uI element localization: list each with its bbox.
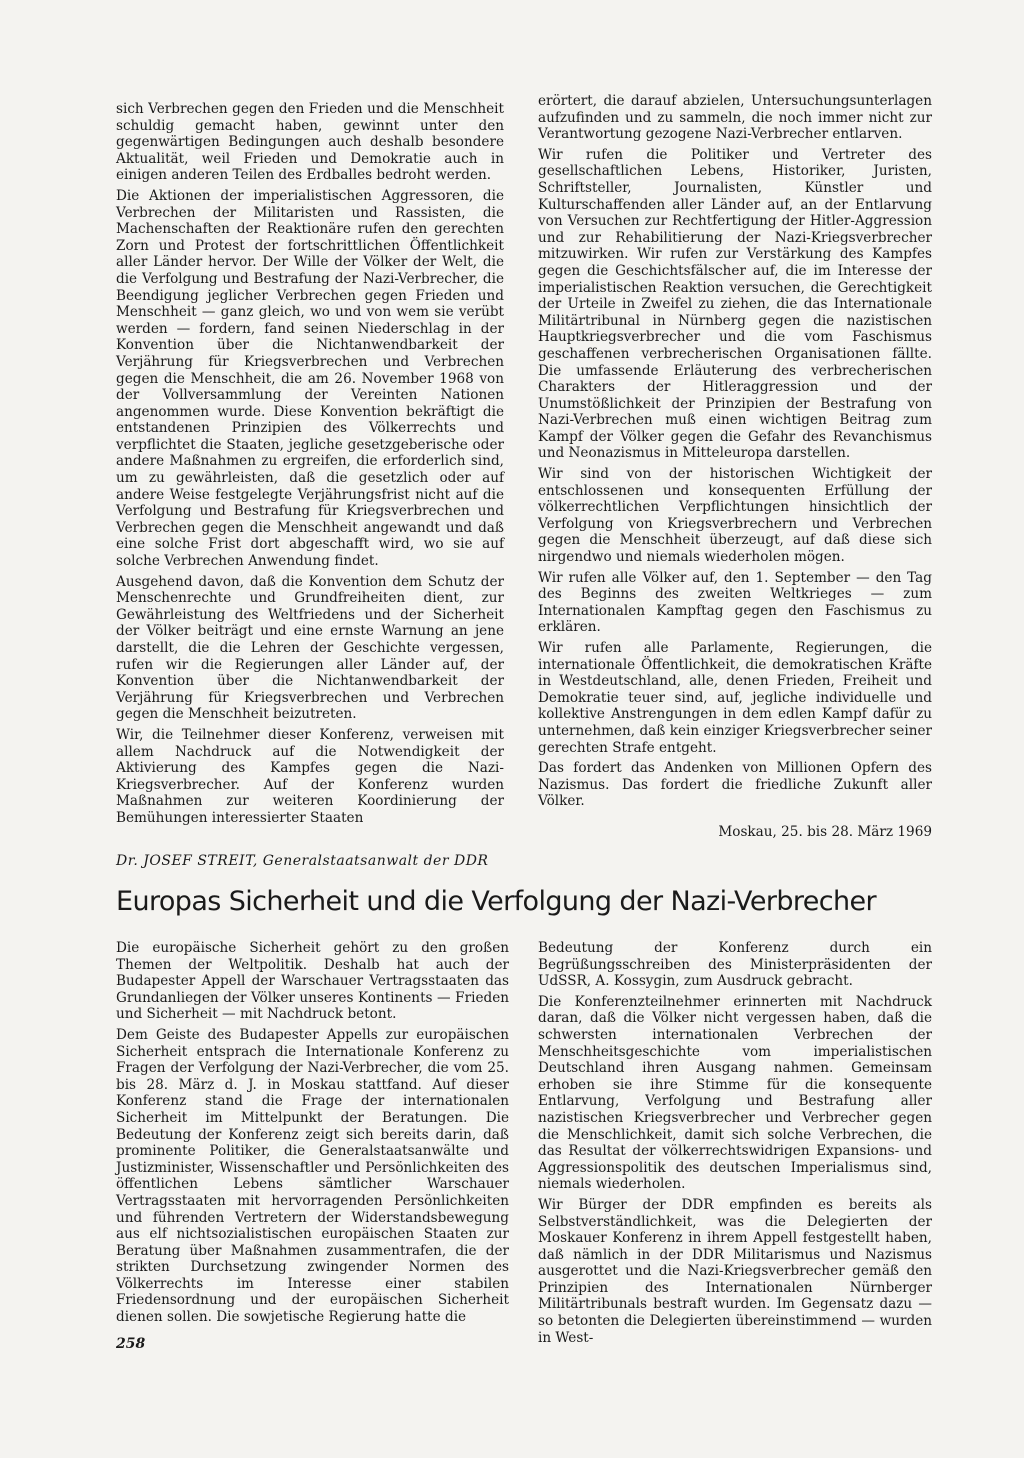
paragraph: Das fordert das Andenken von Millionen Opfern des Nazismus. Das fordert die friedliche Zukunft aller Völker.	[538, 760, 932, 810]
paragraph: Wir rufen alle Völker auf, den 1. September — den Tag des Beginns des zweiten Weltkrieges — zum Internationalen Kampftag gegen den Faschismus zu erklären.	[538, 569, 932, 636]
paragraph: Bedeutung der Konferenz durch ein Begrüßungsschreiben des Ministerpräsidenten der UdSSR, A. Kossygin, zum Ausdruck gebracht.	[538, 940, 932, 990]
paragraph: Ausgehend davon, daß die Konvention dem Schutz der Menschenrechte und Grundfreiheiten dient, zur Gewährleistung des Weltfriedens und der Sicherheit der Völker beiträgt und eine ernste Warnung an jene darstellt, die die Lehren der Geschichte vergessen, rufen wir die Regierungen aller Länder auf, der Konvention über die Nichtanwendbarkeit der Verjährung für Kriegsverbrechen und Verbrechen gegen die Menschheit beizutreten.	[116, 573, 504, 723]
paragraph: Wir rufen alle Parlamente, Regierungen, die internationale Öffentlichkeit, die demokratischen Kräfte in Westdeutschland, alle, denen Frieden, Freiheit und Demokratie teuer sind, auf, jegliche individuelle und kollektive Anstrengungen in dem edlen Kampf dafür zu unternehmen, daß kein einziger Kriegsverbrecher seiner gerechten Strafe entgeht.	[538, 640, 932, 756]
author-byline: Dr. JOSEF STREIT, Generalstaatsanwalt der DDR	[116, 853, 489, 869]
paragraph: Die europäische Sicherheit gehört zu den großen Themen der Weltpolitik. Deshalb hat auch der Budapester Appell der Warschauer Vertragsstaaten das Grundanliegen der Völker unseres Kontinents — Frieden und Sicherheit — mit Nachdruck betont.	[116, 940, 509, 1023]
paragraph: Wir sind von der historischen Wichtigkeit der entschlossenen und konsequenten Erfüllung der völkerrechtlichen Verpflichtungen hinsichtlich der Verfolgung von Kriegsverbrechern und Verbrechen gegen die Menschheit überzeugt, auf daß diese sich nirgendwo und niemals wiederholen mögen.	[538, 466, 932, 566]
paragraph: Wir rufen die Politiker und Vertreter des gesellschaftlichen Lebens, Historiker, Juristen, Schriftsteller, Journalisten, Künstler und Kulturschaffenden aller Länder auf, an der Entlarvung von Versuchen zur Rechtfertigung der Hitler-Aggression und zur Rehabilitierung der Nazi-Kriegsverbrecher mitzuwirken. Wir rufen zur Verstärkung des Kampfes gegen die Geschichtsfälscher auf, die im Interesse der imperialistischen Reaktion versuchen, die Gerechtigkeit der Urteile in Zweifel zu ziehen, die das Internationale Militärtribunal in Nürnberg gegen die nazistischen Hauptkriegsverbrecher und die vom Faschismus geschaffenen verbrecherischen Organisationen fällte. Die umfassende Erläuterung des verbrecherischen Charakters der Hitleraggression und der Unumstößlichkeit der Prinzipien der Bestrafung von Nazi-Verbrechen muß einen wichtigen Beitrag zum Kampf der Völker gegen die Gefahr des Revanchismus und Neonazismus in Mitteleuropa darstellen.	[538, 146, 932, 462]
column-bottom-right	[538, 940, 932, 1350]
paragraph: sich Verbrechen gegen den Frieden und die Menschheit schuldig gemacht haben, gewinnt unter den gegenwärtigen Bedingungen auch deshalb besondere Aktualität, weil Frieden und Demokratie auch in einigen anderen Teilen des Erdballes bedroht werden.	[116, 101, 504, 184]
paragraph: Wir Bürger der DDR empfinden es bereits als Selbstverständlichkeit, was die Delegierten der Moskauer Konferenz in ihrem Appell festgestellt haben, daß nämlich in der DDR Militarismus und Nazismus ausgerottet und die Nazi-Kriegsverbrecher gemäß den Prinzipien des Internationalen Nürnberger Militärtribunals bestraft wurden. Im Gegensatz dazu — so betonten die Delegierten übereinstimmend — wurden in West-	[538, 1196, 932, 1346]
paragraph: Dem Geiste des Budapester Appells zur europäischen Sicherheit entsprach die Internationale Konferenz zu Fragen der Verfolgung der Nazi-Verbrecher, die vom 25. bis 28. März d. J. in Moskau stattfand. Auf dieser Konferenz stand die Frage der internationalen Sicherheit im Mittelpunkt der Beratungen. Die Bedeutung der Konferenz zeigt sich bereits darin, daß prominente Politiker, die Generalstaatsanwälte und Justizminister, Wissenschaftler und Persönlichkeiten des öffentlichen Lebens sämtlicher Warschauer Vertragsstaaten mit hervorragenden Persönlichkeiten und führenden Vertretern der Widerstandsbewegung aus elf nichtsozialistischen europäischen Staaten zur Beratung über Maßnahmen zusammentrafen, die der strikten Durchsetzung zwingender Normen des Völkerrechts im Interesse einer stabilen Friedensordnung und der europäischen Sicherheit dienen sollen. Die sowjetische Regierung hatte die	[116, 1026, 509, 1326]
paragraph: Die Konferenzteilnehmer erinnerten mit Nachdruck daran, daß die Völker nicht vergessen haben, daß die schwersten internationalen Verbrechen der Menschheitsgeschichte vom imperialistischen Deutschland ihren Ausgang nahmen. Gemeinsam erhoben sie ihre Stimme für die konsequente Entlarvung, Verfolgung und Bestrafung aller nazistischen Kriegsverbrecher und Verbrecher gegen die Menschlichkeit, damit sich solche Verbrechen, die das Resultat der völkerrechtswidrigen Expansions- und Aggressionspolitik des deutschen Imperialismus sind, niemals wiederholen.	[538, 993, 932, 1193]
dateline: Moskau, 25. bis 28. März 1969	[718, 823, 932, 840]
page-number: 258	[116, 1336, 146, 1352]
column-top-left	[116, 101, 504, 831]
column-top-right	[538, 93, 932, 845]
paragraph: erörtert, die darauf abzielen, Untersuchungsunterlagen aufzufinden und zu sammeln, die noch immer nicht zur Verantwortung gezogene Nazi-Verbrecher entlarven.	[538, 93, 932, 143]
paragraph: Wir, die Teilnehmer dieser Konferenz, verweisen mit allem Nachdruck auf die Notwendigkeit der Aktivierung des Kampfes gegen die Nazi-Kriegsverbrecher. Auf der Konferenz wurden Maßnahmen zur weiteren Koordinierung der Bemühungen interessierter Staaten	[116, 726, 504, 826]
column-bottom-left	[116, 940, 509, 1330]
article-headline: Europas Sicherheit und die Verfolgung der Nazi-Verbrecher	[116, 886, 877, 917]
paragraph: Die Aktionen der imperialistischen Aggressoren, die Verbrechen der Militaristen und Rassisten, die Machenschaften der Reaktionäre rufen den gerechten Zorn und Protest der fortschrittlichen Öffentlichkeit aller Länder hervor. Der Wille der Völker der Welt, die die Verfolgung und Bestrafung der Nazi-Verbrecher, die Beendigung jeglicher Verbrechen gegen Frieden und Menschheit — ganz gleich, wo und von wem sie verübt werden — fordern, fand seinen Niederschlag in der Konvention über die Nichtanwendbarkeit der Verjährung für Kriegsverbrechen und Verbrechen gegen die Menschheit, die am 26. November 1968 von der Vollversammlung der Vereinten Nationen angenommen wurde. Diese Konvention bekräftigt die entstandenen Prinzipien des Völkerrechts und verpflichtet die Staaten, jegliche gesetzgeberische oder andere Maßnahmen zu ergreifen, die erforderlich sind, um zu gewährleisten, daß die gesetzlich oder auf andere Weise festgelegte Verjährungsfrist nicht auf die Verfolgung und Bestrafung für Kriegsverbrechen und Verbrechen gegen die Menschheit angewandt und daß eine solche Frist dort abgeschafft wird, wo sie auf solche Verbrechen Anwendung findet.	[116, 187, 504, 570]
